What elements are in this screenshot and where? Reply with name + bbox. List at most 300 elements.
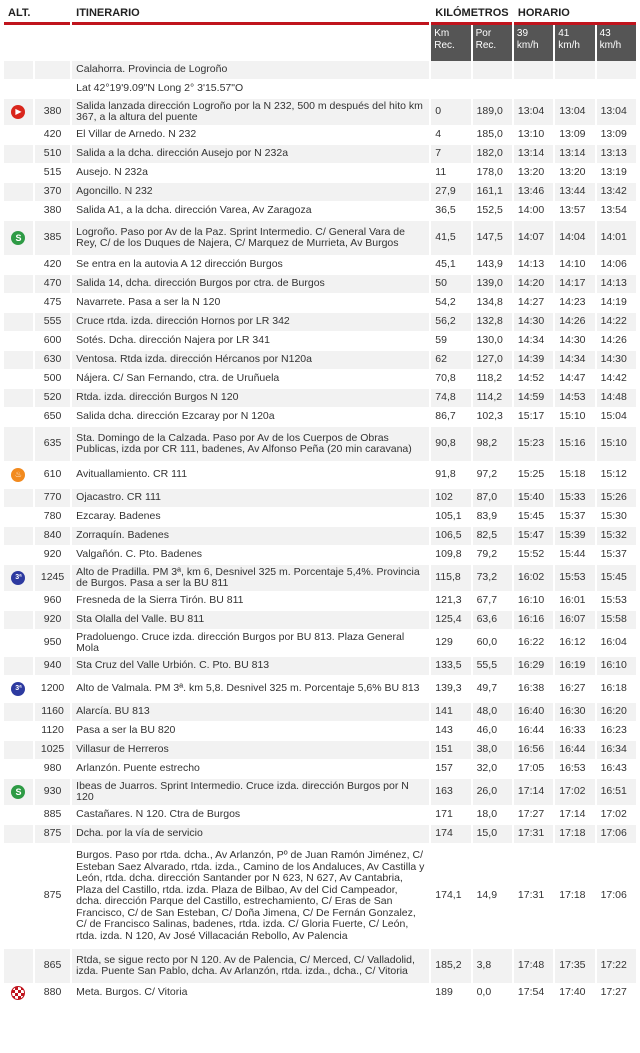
time-43-cell: 16:51	[597, 779, 636, 806]
km-rec-cell: 125,4	[431, 611, 470, 630]
itinerary-cell: Salida a la dcha. dirección Ausejo por N 232a	[72, 145, 429, 164]
km-rec-cell: 70,8	[431, 370, 470, 389]
altitude-cell: 1025	[35, 741, 70, 760]
por-rec-cell: 161,1	[473, 183, 512, 202]
time-43-cell: 16:23	[597, 722, 636, 741]
km-rec-cell: 157	[431, 760, 470, 779]
row-icon-cell	[4, 508, 33, 527]
km-rec-cell: 129	[431, 630, 470, 657]
time-39-cell: 16:22	[514, 630, 553, 657]
header-row	[4, 0, 636, 25]
altitude-cell: 1160	[35, 703, 70, 722]
km-rec-cell: 106,5	[431, 527, 470, 546]
por-rec-cell	[473, 80, 512, 99]
por-rec-cell: 182,0	[473, 145, 512, 164]
time-41-cell: 13:14	[555, 145, 594, 164]
km-rec-cell: 105,1	[431, 508, 470, 527]
table-row	[4, 256, 636, 275]
time-39-cell: 17:05	[514, 760, 553, 779]
time-43-cell: 14:19	[597, 294, 636, 313]
table-row	[4, 145, 636, 164]
table-row	[4, 722, 636, 741]
row-icon-cell	[4, 80, 33, 99]
altitude-cell: 500	[35, 370, 70, 389]
table-row	[4, 408, 636, 427]
speed-43-header: 43 km/h	[597, 25, 636, 61]
row-icon-cell	[4, 99, 33, 126]
itinerary-cell: Burgos. Paso por rtda. dcha., Av Arlanzón, Pº de Juan Ramón Jiménez, C/ Esteban Saez Alvarado, rtda. izda., Camino de los Andaluces, Av Castilla y León, rtda. dcha. dirección Santander por N 623, N 627, Av Cantabria, Plaza del Castillo, rtda. izda. Plaza de Bilbao, Av del Cid Campeador, dcha. dirección Parque del Castillo, estrechamiento, C/ Eras de San Francisco, C/ de San Esteban, C/ Doña Jimena, C/ De Fernán Gonzalez, C/ de Francisco Salinas, badenes, rtda. izda. C/ Gloria Fuerte, C/ León, rtda. izda. N 120, Av José Villacacián Rebollo, Av Palencia	[72, 844, 429, 949]
time-41-cell: 14:17	[555, 275, 594, 294]
altitude-cell	[35, 80, 70, 99]
time-41-cell: 16:27	[555, 676, 594, 703]
altitude-cell: 875	[35, 844, 70, 949]
km-rec-cell: 59	[431, 332, 470, 351]
km-rec-cell: 54,2	[431, 294, 470, 313]
sprint-icon: S	[11, 231, 25, 245]
row-icon-cell	[4, 351, 33, 370]
time-43-cell: 17:02	[597, 806, 636, 825]
row-icon-cell	[4, 844, 33, 949]
altitude-cell: 930	[35, 779, 70, 806]
time-41-cell: 13:57	[555, 202, 594, 221]
altitude-cell: 515	[35, 164, 70, 183]
itinerary-cell: Logroño. Paso por Av de la Paz. Sprint Intermedio. C/ General Vara de Rey, C/ de los Duques de Najera, C/ Marquez de Murrieta, Av Burgos	[72, 221, 429, 256]
time-39-cell	[514, 80, 553, 99]
por-rec-cell: 134,8	[473, 294, 512, 313]
altitude-cell: 630	[35, 351, 70, 370]
por-rec-cell: 63,6	[473, 611, 512, 630]
table-row	[4, 351, 636, 370]
time-41-cell: 14:30	[555, 332, 594, 351]
altitude-cell: 600	[35, 332, 70, 351]
time-39-cell: 16:40	[514, 703, 553, 722]
itinerary-table	[2, 0, 638, 1003]
table-row	[4, 806, 636, 825]
time-43-cell: 13:54	[597, 202, 636, 221]
por-rec-cell: 127,0	[473, 351, 512, 370]
col-km-header: KILÓMETROS	[431, 0, 512, 25]
time-39-cell: 15:47	[514, 527, 553, 546]
table-row	[4, 61, 636, 80]
itinerary-cell: Salida A1, a la dcha. dirección Varea, Av Zaragoza	[72, 202, 429, 221]
time-39-cell: 14:34	[514, 332, 553, 351]
time-41-cell: 15:33	[555, 489, 594, 508]
por-rec-cell: 49,7	[473, 676, 512, 703]
itinerary-cell: Cruce rtda. izda. dirección Hornos por LR 342	[72, 313, 429, 332]
table-row	[4, 202, 636, 221]
km-rec-cell: 36,5	[431, 202, 470, 221]
time-43-cell: 17:06	[597, 844, 636, 949]
col-alt-header: ALT.	[4, 0, 70, 25]
start-icon: ▶	[11, 105, 25, 119]
table-row	[4, 332, 636, 351]
table-row	[4, 844, 636, 949]
time-39-cell: 15:17	[514, 408, 553, 427]
time-41-cell: 14:53	[555, 389, 594, 408]
altitude-cell: 920	[35, 546, 70, 565]
time-41-cell: 17:14	[555, 806, 594, 825]
itinerary-cell: Salida dcha. dirección Ezcaray por N 120a	[72, 408, 429, 427]
row-icon-cell	[4, 427, 33, 462]
row-icon-cell	[4, 630, 33, 657]
time-39-cell: 17:27	[514, 806, 553, 825]
itinerary-cell: Sta Olalla del Valle. BU 811	[72, 611, 429, 630]
table-row	[4, 825, 636, 844]
por-rec-cell: 143,9	[473, 256, 512, 275]
time-43-cell: 17:06	[597, 825, 636, 844]
row-icon-cell	[4, 825, 33, 844]
time-39-cell: 16:10	[514, 592, 553, 611]
time-43-cell: 15:30	[597, 508, 636, 527]
sprint-icon: S	[11, 785, 25, 799]
altitude-cell: 520	[35, 389, 70, 408]
table-row	[4, 275, 636, 294]
itinerary-cell: Salida lanzada dirección Logroño por la N 232, 500 m después del hito km 367, a la altura del puente	[72, 99, 429, 126]
time-39-cell: 14:52	[514, 370, 553, 389]
por-rec-cell: 132,8	[473, 313, 512, 332]
time-43-cell: 17:27	[597, 984, 636, 1003]
por-rec-cell: 15,0	[473, 825, 512, 844]
por-rec-cell: 152,5	[473, 202, 512, 221]
time-41-cell: 13:44	[555, 183, 594, 202]
altitude-cell: 885	[35, 806, 70, 825]
por-rec-cell: 38,0	[473, 741, 512, 760]
por-rec-cell: 3,8	[473, 949, 512, 984]
time-41-cell	[555, 80, 594, 99]
row-icon-cell	[4, 741, 33, 760]
table-row	[4, 427, 636, 462]
time-41-cell: 15:16	[555, 427, 594, 462]
km-rec-cell: 4	[431, 126, 470, 145]
km-rec-cell	[431, 80, 470, 99]
row-icon-cell	[4, 657, 33, 676]
time-43-cell: 15:04	[597, 408, 636, 427]
por-rec-cell	[473, 61, 512, 80]
row-icon-cell	[4, 722, 33, 741]
por-rec-cell: 67,7	[473, 592, 512, 611]
row-icon-cell	[4, 592, 33, 611]
time-39-cell: 13:10	[514, 126, 553, 145]
time-39-cell: 17:54	[514, 984, 553, 1003]
por-rec-cell: 14,9	[473, 844, 512, 949]
time-41-cell: 14:47	[555, 370, 594, 389]
time-41-cell: 13:09	[555, 126, 594, 145]
table-row	[4, 657, 636, 676]
time-39-cell: 14:39	[514, 351, 553, 370]
km-rec-cell: 171	[431, 806, 470, 825]
altitude-cell: 650	[35, 408, 70, 427]
itinerary-cell: Avituallamiento. CR 111	[72, 462, 429, 489]
km-rec-cell: 174	[431, 825, 470, 844]
itinerary-cell: Meta. Burgos. C/ Vitoria	[72, 984, 429, 1003]
itinerary-cell: Zorraquín. Badenes	[72, 527, 429, 546]
altitude-cell: 385	[35, 221, 70, 256]
time-43-cell: 15:26	[597, 489, 636, 508]
table-row	[4, 126, 636, 145]
time-41-cell: 16:33	[555, 722, 594, 741]
time-43-cell: 15:45	[597, 565, 636, 592]
time-41-cell: 15:44	[555, 546, 594, 565]
itinerary-cell: Dcha. por la vía de servicio	[72, 825, 429, 844]
time-41-cell: 15:18	[555, 462, 594, 489]
por-rec-cell: 98,2	[473, 427, 512, 462]
row-icon-cell	[4, 183, 33, 202]
time-43-cell: 15:37	[597, 546, 636, 565]
table-row	[4, 99, 636, 126]
time-43-cell: 16:04	[597, 630, 636, 657]
altitude-cell: 920	[35, 611, 70, 630]
row-icon-cell	[4, 313, 33, 332]
time-39-cell: 14:27	[514, 294, 553, 313]
table-row	[4, 508, 636, 527]
time-41-cell: 17:35	[555, 949, 594, 984]
itinerary-cell: Navarrete. Pasa a ser la N 120	[72, 294, 429, 313]
time-39-cell: 16:56	[514, 741, 553, 760]
row-icon-cell	[4, 61, 33, 80]
km-rec-cell: 62	[431, 351, 470, 370]
time-43-cell: 13:13	[597, 145, 636, 164]
row-icon-cell	[4, 164, 33, 183]
row-icon-cell	[4, 462, 33, 489]
km-rec-cell: 50	[431, 275, 470, 294]
itinerary-cell: Fresneda de la Sierra Tirón. BU 811	[72, 592, 429, 611]
km-rec-cell: 56,2	[431, 313, 470, 332]
altitude-cell: 380	[35, 202, 70, 221]
time-39-cell: 17:31	[514, 825, 553, 844]
por-rec-cell: 48,0	[473, 703, 512, 722]
altitude-cell: 840	[35, 527, 70, 546]
altitude-cell: 475	[35, 294, 70, 313]
altitude-cell: 950	[35, 630, 70, 657]
time-43-cell: 14:48	[597, 389, 636, 408]
km-rec-cell: 11	[431, 164, 470, 183]
km-rec-cell: 163	[431, 779, 470, 806]
altitude-cell: 980	[35, 760, 70, 779]
time-43-cell: 16:20	[597, 703, 636, 722]
row-icon-cell	[4, 527, 33, 546]
row-icon-cell	[4, 806, 33, 825]
table-row	[4, 760, 636, 779]
itinerary-cell: Alto de Pradilla. PM 3ª, km 6, Desnivel 325 m. Porcentaje 5,4%. Provincia de Burgos. Pasa a ser la BU 811	[72, 565, 429, 592]
time-41-cell: 14:10	[555, 256, 594, 275]
altitude-cell: 510	[35, 145, 70, 164]
por-rec-cell: 73,2	[473, 565, 512, 592]
altitude-cell: 880	[35, 984, 70, 1003]
row-icon-cell	[4, 546, 33, 565]
por-rec-cell: 118,2	[473, 370, 512, 389]
por-rec-cell: 18,0	[473, 806, 512, 825]
time-41-cell: 17:18	[555, 825, 594, 844]
time-43-cell: 14:13	[597, 275, 636, 294]
altitude-cell: 960	[35, 592, 70, 611]
time-43-cell: 17:22	[597, 949, 636, 984]
por-rec-cell: 79,2	[473, 546, 512, 565]
itinerary-cell: Pradoluengo. Cruce izda. dirección Burgos por BU 813. Plaza General Mola	[72, 630, 429, 657]
table-row	[4, 611, 636, 630]
altitude-cell: 940	[35, 657, 70, 676]
time-39-cell: 17:31	[514, 844, 553, 949]
time-39-cell: 16:02	[514, 565, 553, 592]
time-41-cell: 14:26	[555, 313, 594, 332]
time-39-cell: 14:07	[514, 221, 553, 256]
time-41-cell: 13:20	[555, 164, 594, 183]
por-rec-header: Por Rec.	[473, 25, 512, 61]
time-39-cell: 15:40	[514, 489, 553, 508]
por-rec-cell: 130,0	[473, 332, 512, 351]
itinerary-cell: Alarcía. BU 813	[72, 703, 429, 722]
table-row	[4, 164, 636, 183]
altitude-cell: 370	[35, 183, 70, 202]
por-rec-cell: 189,0	[473, 99, 512, 126]
time-39-cell: 13:46	[514, 183, 553, 202]
altitude-cell: 380	[35, 99, 70, 126]
time-43-cell: 14:42	[597, 370, 636, 389]
time-41-cell: 14:23	[555, 294, 594, 313]
itinerary-cell: Sta Cruz del Valle Urbión. C. Pto. BU 813	[72, 657, 429, 676]
time-39-cell: 15:45	[514, 508, 553, 527]
por-rec-cell: 147,5	[473, 221, 512, 256]
itinerary-cell: Lat 42°19'9.09"N Long 2° 3'15.57"O	[72, 80, 429, 99]
time-39-cell: 17:14	[514, 779, 553, 806]
time-39-cell	[514, 61, 553, 80]
time-39-cell: 14:59	[514, 389, 553, 408]
table-row	[4, 294, 636, 313]
time-41-cell: 15:37	[555, 508, 594, 527]
altitude-cell: 875	[35, 825, 70, 844]
mountain-icon: 3ª	[11, 682, 25, 696]
km-rec-cell: 27,9	[431, 183, 470, 202]
table-row	[4, 984, 636, 1003]
table-row	[4, 527, 636, 546]
km-rec-cell	[431, 61, 470, 80]
time-39-cell: 14:30	[514, 313, 553, 332]
km-rec-cell: 45,1	[431, 256, 470, 275]
row-icon-cell	[4, 275, 33, 294]
table-row	[4, 462, 636, 489]
km-rec-cell: 74,8	[431, 389, 470, 408]
row-icon-cell	[4, 202, 33, 221]
km-rec-cell: 174,1	[431, 844, 470, 949]
altitude-cell: 470	[35, 275, 70, 294]
km-rec-cell: 109,8	[431, 546, 470, 565]
por-rec-cell: 139,0	[473, 275, 512, 294]
time-43-cell: 15:53	[597, 592, 636, 611]
itinerary-cell: Alto de Valmala. PM 3ª. km 5,8. Desnivel 325 m. Porcentaje 5,6% BU 813	[72, 676, 429, 703]
time-39-cell: 16:16	[514, 611, 553, 630]
itinerary-body	[4, 61, 636, 1003]
time-41-cell: 14:04	[555, 221, 594, 256]
km-rec-cell: 121,3	[431, 592, 470, 611]
time-43-cell: 16:43	[597, 760, 636, 779]
itinerary-cell: Ojacastro. CR 111	[72, 489, 429, 508]
itinerary-cell: Sotés. Dcha. dirección Najera por LR 341	[72, 332, 429, 351]
altitude-cell: 420	[35, 256, 70, 275]
time-43-cell: 14:01	[597, 221, 636, 256]
time-41-cell: 17:02	[555, 779, 594, 806]
por-rec-cell: 32,0	[473, 760, 512, 779]
table-row	[4, 741, 636, 760]
time-41-cell: 16:19	[555, 657, 594, 676]
time-41-cell	[555, 61, 594, 80]
time-43-cell: 13:19	[597, 164, 636, 183]
altitude-cell: 780	[35, 508, 70, 527]
itinerary-cell: Se entra en la autovia A 12 dirección Burgos	[72, 256, 429, 275]
km-rec-cell: 151	[431, 741, 470, 760]
table-row	[4, 80, 636, 99]
time-39-cell: 15:52	[514, 546, 553, 565]
table-row	[4, 779, 636, 806]
time-43-cell: 15:58	[597, 611, 636, 630]
row-icon-cell	[4, 760, 33, 779]
time-43-cell	[597, 80, 636, 99]
por-rec-cell: 82,5	[473, 527, 512, 546]
time-39-cell: 17:48	[514, 949, 553, 984]
time-41-cell: 13:04	[555, 99, 594, 126]
itinerary-cell: El Villar de Arnedo. N 232	[72, 126, 429, 145]
row-icon-cell	[4, 489, 33, 508]
time-39-cell: 16:44	[514, 722, 553, 741]
por-rec-cell: 97,2	[473, 462, 512, 489]
time-43-cell: 13:42	[597, 183, 636, 202]
time-43-cell: 14:22	[597, 313, 636, 332]
row-icon-cell	[4, 145, 33, 164]
time-41-cell: 15:39	[555, 527, 594, 546]
km-rec-cell: 91,8	[431, 462, 470, 489]
itinerary-cell: Arlanzón. Puente estrecho	[72, 760, 429, 779]
itinerary-cell: Ibeas de Juarros. Sprint Intermedio. Cruce izda. dirección Burgos por N 120	[72, 779, 429, 806]
km-rec-cell: 143	[431, 722, 470, 741]
row-icon-cell	[4, 611, 33, 630]
altitude-cell: 555	[35, 313, 70, 332]
time-43-cell: 13:09	[597, 126, 636, 145]
itinerary-cell: Rtda, se sigue recto por N 120. Av de Palencia, C/ Merced, C/ Valladolid, izda. Puente San Pablo, dcha. Av Arlanzón, rtda. izda., dcha., C/ Vitoria	[72, 949, 429, 984]
por-rec-cell: 0,0	[473, 984, 512, 1003]
por-rec-cell: 114,2	[473, 389, 512, 408]
km-rec-header: Km Rec.	[431, 25, 470, 61]
row-icon-cell	[4, 221, 33, 256]
table-row	[4, 546, 636, 565]
table-row	[4, 676, 636, 703]
por-rec-cell: 60,0	[473, 630, 512, 657]
itinerary-cell: Ezcaray. Badenes	[72, 508, 429, 527]
time-39-cell: 14:20	[514, 275, 553, 294]
table-row	[4, 313, 636, 332]
km-rec-cell: 139,3	[431, 676, 470, 703]
time-43-cell: 16:18	[597, 676, 636, 703]
time-41-cell: 15:53	[555, 565, 594, 592]
km-rec-cell: 90,8	[431, 427, 470, 462]
time-41-cell: 16:12	[555, 630, 594, 657]
subheader-row	[4, 25, 636, 61]
por-rec-cell: 26,0	[473, 779, 512, 806]
table-row	[4, 489, 636, 508]
altitude-cell: 1200	[35, 676, 70, 703]
por-rec-cell: 83,9	[473, 508, 512, 527]
km-rec-cell: 185,2	[431, 949, 470, 984]
time-41-cell: 17:18	[555, 844, 594, 949]
time-41-cell: 16:44	[555, 741, 594, 760]
row-icon-cell	[4, 126, 33, 145]
time-43-cell: 16:10	[597, 657, 636, 676]
itinerary-cell: Ventosa. Rtda izda. dirección Hércanos por N120a	[72, 351, 429, 370]
time-39-cell: 14:13	[514, 256, 553, 275]
itinerary-cell: Agoncillo. N 232	[72, 183, 429, 202]
row-icon-cell	[4, 389, 33, 408]
time-43-cell: 16:34	[597, 741, 636, 760]
table-row	[4, 592, 636, 611]
itinerary-cell: Valgañón. C. Pto. Badenes	[72, 546, 429, 565]
time-43-cell: 14:30	[597, 351, 636, 370]
